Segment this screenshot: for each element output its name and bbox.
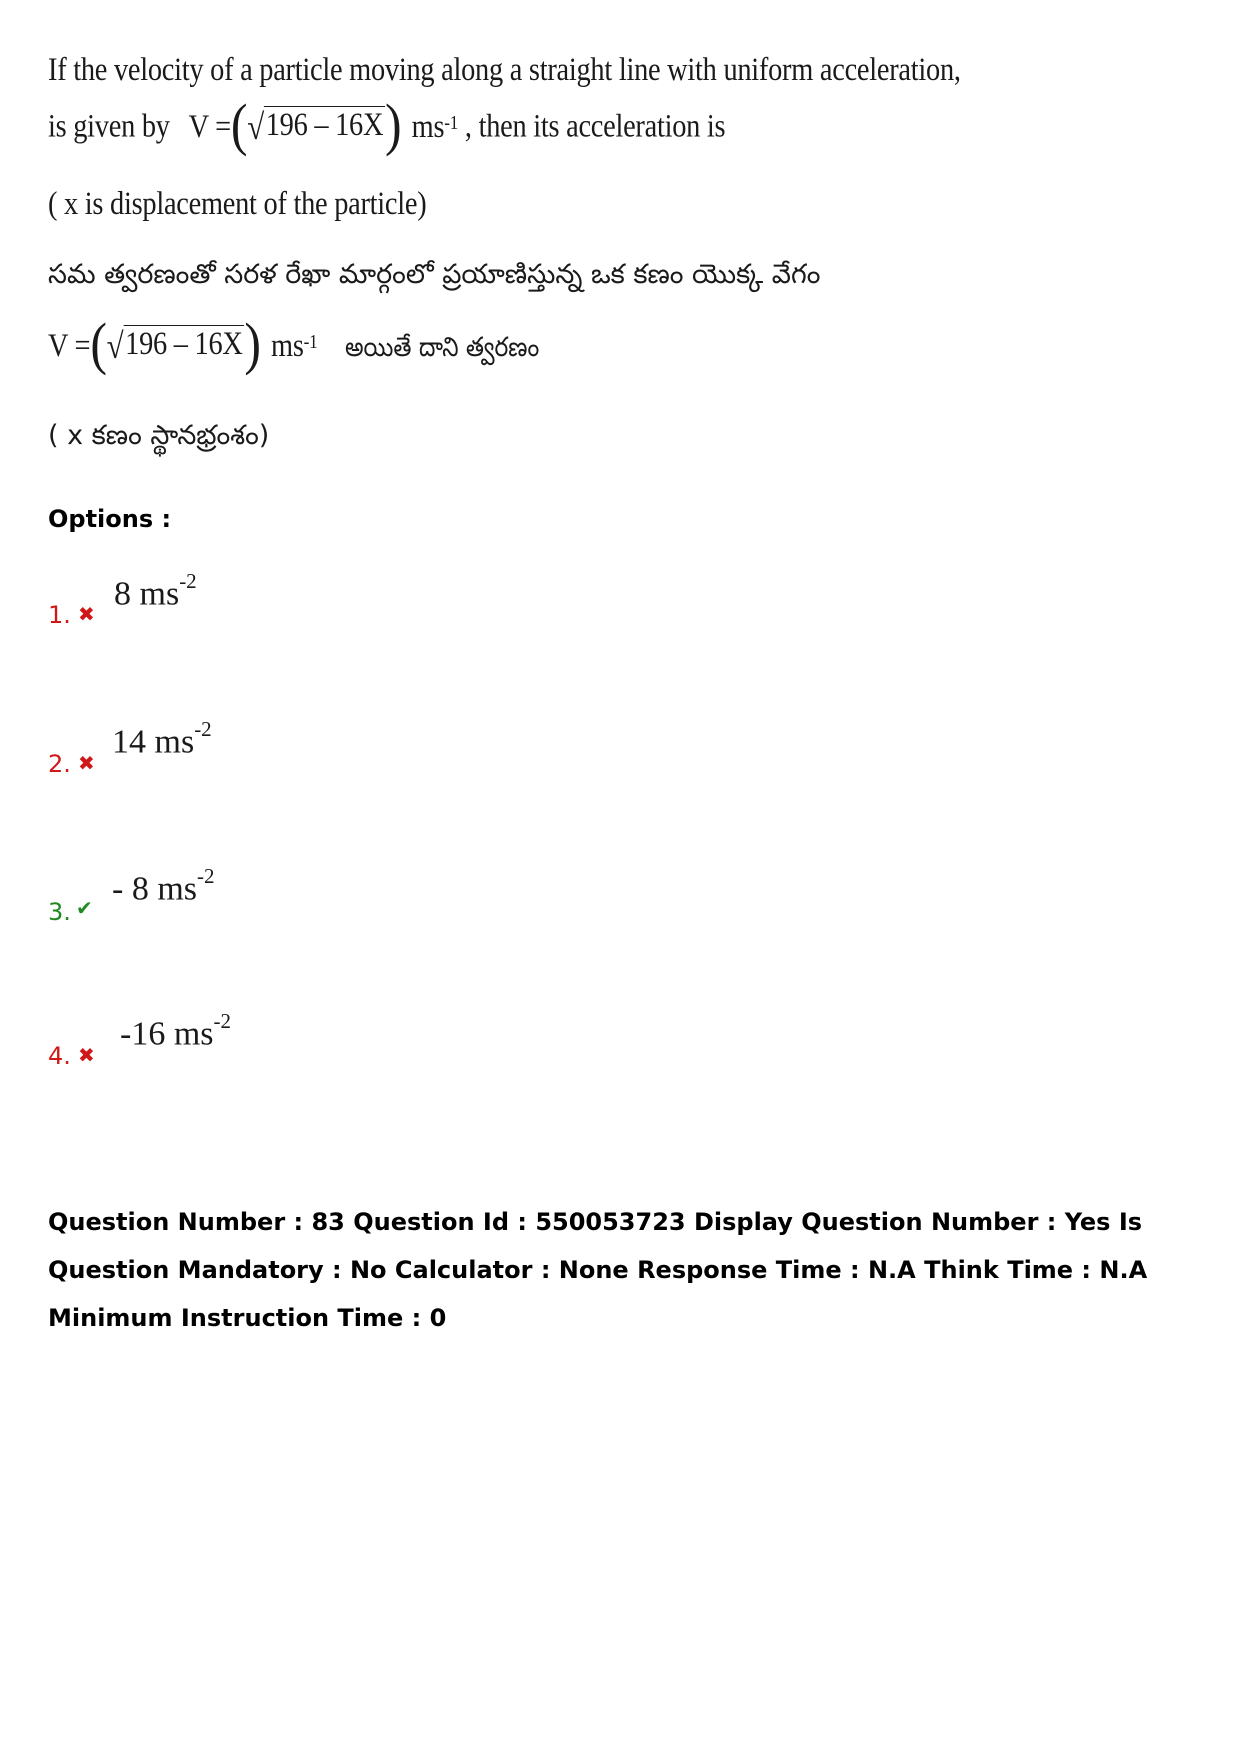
option-value — [112, 864, 215, 908]
question-english-suffix: , then its acceleration is — [464, 108, 726, 145]
sqrt-symbol: √ — [106, 326, 124, 366]
option-value-exponent: -2 — [213, 1009, 231, 1033]
formula-lhs: V = — [48, 327, 91, 364]
sqrt-symbol: √ — [247, 107, 265, 147]
question-english-note: ( x is displacement of the particle) — [48, 186, 427, 222]
option-value-text: - 8 ms — [112, 870, 197, 908]
formula-sqrt — [247, 106, 385, 148]
option-2[interactable] — [48, 713, 448, 793]
option-value — [120, 1009, 231, 1053]
question-telugu-line-2 — [48, 311, 540, 376]
option-value-text: 8 ms — [114, 575, 180, 613]
check-mark-icon: ✔ — [76, 896, 93, 920]
question-telugu-suffix: అయితే దాని త్వరణం — [344, 331, 540, 363]
formula-lhs: V = — [188, 108, 231, 145]
formula-unit-exponent: -1 — [303, 330, 318, 353]
option-value — [114, 569, 197, 613]
velocity-formula-telugu — [48, 311, 318, 376]
option-number: 4. — [48, 1042, 71, 1070]
formula-radicand: 196 – 16X — [125, 326, 243, 362]
option-number: 1. — [48, 601, 71, 629]
option-3[interactable] — [48, 860, 448, 940]
option-number: 3. — [48, 898, 71, 926]
formula-paren-open: ( — [230, 92, 248, 157]
formula-unit-exponent: -1 — [444, 111, 459, 134]
formula-paren-open: ( — [90, 311, 107, 376]
option-value — [112, 717, 212, 761]
option-number: 2. — [48, 750, 71, 778]
question-english-line-1: If the velocity of a particle moving along a straight line with uniform acceleration, — [48, 52, 961, 88]
formula-paren-close: ) — [244, 311, 261, 376]
option-value-exponent: -2 — [197, 864, 215, 888]
question-telugu-note: ( x కణం స్థానభ్రంశం) — [48, 420, 270, 451]
question-metadata: Question Number : 83 Question Id : 550053723 Display Question Number : Yes Is Question Mandatory : No Calculator : None Response Time : N.A Think Time : N.A Minimum Instruction Time : 0 — [48, 1208, 1148, 1332]
formula-paren-close: ) — [384, 92, 402, 157]
option-value-exponent: -2 — [179, 569, 197, 593]
formula-sqrt — [107, 325, 245, 367]
question-telugu-line-1: సమ త్వరణంతో సరళ రేఖా మార్గంలో ప్రయాణిస్తున్న ఒక కణం యొక్క వేగం — [48, 259, 821, 290]
option-4[interactable] — [48, 1005, 448, 1085]
question-english-line-2 — [48, 92, 726, 157]
option-value-text: 14 ms — [112, 723, 195, 761]
wrong-mark-icon: ✖ — [78, 602, 95, 626]
option-value-exponent: -2 — [194, 717, 212, 741]
velocity-formula — [188, 92, 459, 157]
wrong-mark-icon: ✖ — [78, 751, 95, 775]
question-english-prefix: is given by — [48, 108, 170, 145]
formula-radicand: 196 – 16X — [265, 107, 384, 143]
option-1[interactable] — [48, 565, 448, 645]
wrong-mark-icon: ✖ — [78, 1043, 95, 1067]
options-heading: Options : — [48, 505, 172, 533]
formula-unit: ms — [411, 108, 445, 145]
formula-unit: ms — [271, 327, 304, 364]
option-value-text: -16 ms — [120, 1015, 214, 1053]
